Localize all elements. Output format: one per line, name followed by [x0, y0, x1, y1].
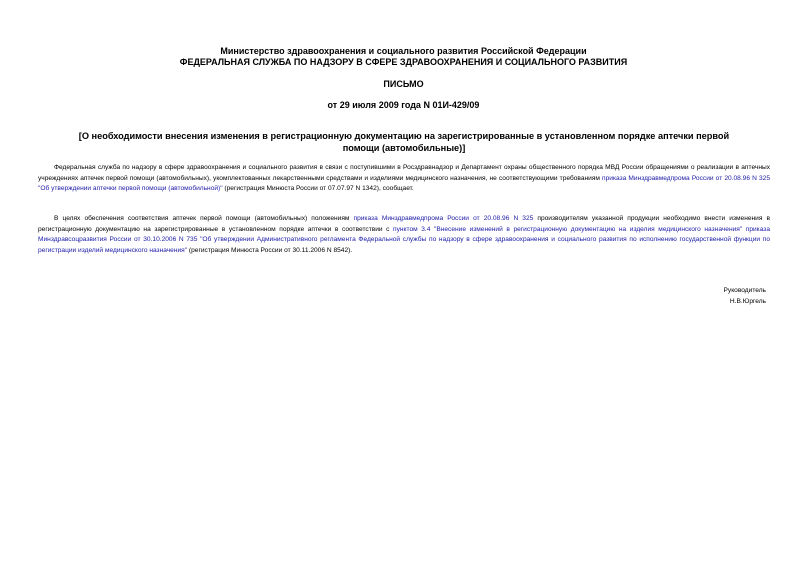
order-325-link-2[interactable]: приказа Минздравмедпрома России от 20.08.96 N 325	[353, 215, 534, 222]
paragraph-2-text-start: В целях обеспечения соответствия аптечек первой помощи (автомобильных) положениям	[54, 215, 354, 222]
signature-position: Руководитель	[723, 287, 766, 294]
document-title: [О необходимости внесения изменения в регистрационную документацию на зарегистрированные в установленном порядке аптечки первой помощи (автомобильные)]	[78, 131, 730, 153]
paragraph-1-text-end: (регистрация Минюста России от 07.07.97 N 1342), сообщает.	[222, 185, 414, 192]
ministry-heading: Министерство здравоохранения и социального развития Российской Федерации	[220, 46, 587, 56]
signature-name: Н.В.Юргель	[729, 298, 766, 305]
clause-3-4-link[interactable]: пунктом 3.4 "Внесение изменений в регистрационную документацию на изделия медицинского назначения" приказа Минздравсоцразвития России от 30.10.2006 N 735 "Об утверждении Административного регламента Федеральной службы по надзору в сфере здравоохранения и социального развития по исполнению государственной функции по регистрации изделий медицинского назначения"	[38, 225, 770, 254]
order-325-link[interactable]: приказа Минздравмедпрома России от 20.08.96 N 325 "Об утверждении аптечки первой помощи (автомобильной)"	[38, 174, 770, 192]
paragraph-2-text-middle: производителям указанной продукции необходимо внести изменения в регистрационную документацию на зарегистрированные в установленном порядке аптечки в соответствии с	[38, 215, 770, 233]
service-heading: ФЕДЕРАЛЬНАЯ СЛУЖБА ПО НАДЗОРУ В СФЕРЕ ЗДРАВООХРАНЕНИЯ И СОЦИАЛЬНОГО РАЗВИТИЯ	[179, 57, 628, 67]
document-type: ПИСЬМО	[383, 79, 424, 89]
paragraph-2-text-end: (регистрация Минюста России от 30.11.2006 N 8542).	[187, 246, 353, 254]
document-date-number: от 29 июля 2009 года N 01И-429/09	[327, 100, 480, 110]
paragraph-2	[38, 214, 770, 256]
paragraph-1-text: Федеральная служба по надзору в сфере здравоохранения и социального развития в связи с поступившими в Росздравнадзор и Департамент охраны общественного порядка МВД России обращениями о реализации в аптечных учреждениях аптечек первой помощи (автомобильных), укомплектованных лекарственными средствами и изделиями медицинского назначения, не соответствующими требованиям	[38, 164, 770, 182]
paragraph-1	[38, 163, 770, 195]
